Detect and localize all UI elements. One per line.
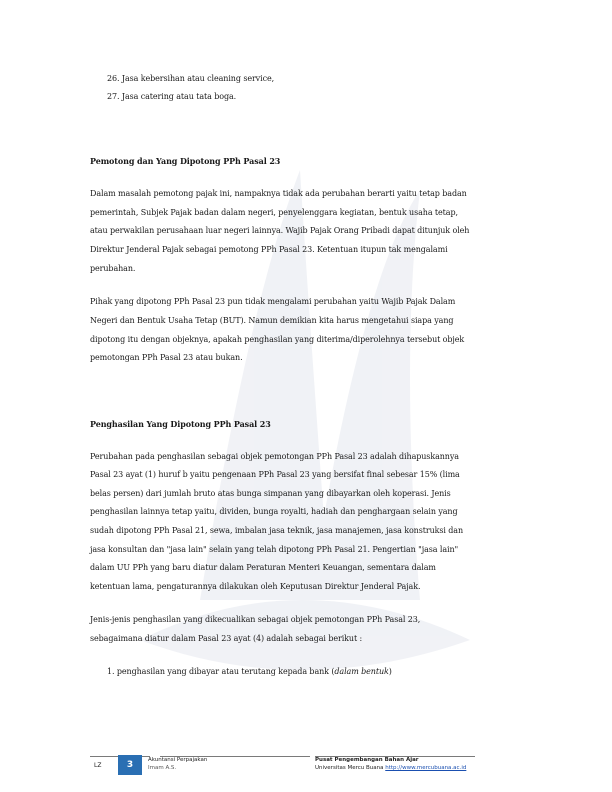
- exception-list-item-1: [107, 667, 392, 677]
- footer-code: LZ: [94, 762, 102, 769]
- paragraph-line: penghasilan lainnya tetap yaitu, dividen, bunga royalti, hadiah dan penghargaan selain yang: [90, 507, 458, 516]
- footer-center-line: [315, 765, 466, 772]
- paragraph-line: pemotongan PPh Pasal 23 atau bukan.: [90, 353, 243, 362]
- paragraph-line: jasa konsultan dan "jasa lain" selain yang telah dipotong PPh Pasal 21. Pengertian "jasa lain": [90, 545, 459, 554]
- section-heading-penghasilan: Penghasilan Yang Dipotong PPh Pasal 23: [90, 419, 271, 429]
- paragraph-line: Pihak yang dipotong PPh Pasal 23 pun tidak mengalami perubahan yaitu Wajib Pajak Dalam: [90, 297, 456, 306]
- footer-course-title: Akuntansi Perpajakan: [148, 757, 208, 763]
- list-item-text: 1. penghasilan yang dibayar atau terutang kepada bank (: [107, 667, 335, 676]
- footer-website-link[interactable]: http://www.mercubuana.ac.id: [385, 765, 467, 771]
- paragraph-line: dalam UU PPh yang baru diatur dalam Peraturan Menteri Keuangan, sementara dalam: [90, 563, 436, 572]
- paragraph-line: dipotong itu dengan objeknya, apakah penghasilan yang diterima/diperolehnya tersebut objek: [90, 335, 465, 344]
- paragraph-line: belas persen) dari jumlah bruto atas bunga simpanan yang dibayarkan oleh koperasi. Jenis: [90, 489, 451, 498]
- paragraph-line: sebagaimana diatur dalam Pasal 23 ayat (4) adalah sebagai berikut :: [90, 634, 363, 643]
- footer-course-sub: Imam A.S.: [148, 765, 177, 771]
- page-footer: [0, 748, 612, 788]
- paragraph-line: ketentuan lama, pengaturannya dilakukan oleh Keputusan Direktur Jenderal Pajak.: [90, 582, 421, 591]
- paragraph-line: Direktur Jenderal Pajak sebagai pemotong PPh Pasal 23. Ketentuan itupun tak mengalami: [90, 245, 448, 254]
- paragraph-line: Dalam masalah pemotong pajak ini, nampaknya tidak ada perubahan berarti yaitu tetap badan: [90, 189, 467, 198]
- paragraph-line: Perubahan pada penghasilan sebagai objek pemotongan PPh Pasal 23 adalah dihapuskannya: [90, 452, 459, 461]
- section-heading-pemotong: Pemotong dan Yang Dipotong PPh Pasal 23: [90, 156, 281, 166]
- list-item-27: 27. Jasa catering atau tata boga.: [107, 92, 237, 101]
- list-item-italic: dalam bentuk: [334, 667, 389, 676]
- list-item-26: 26. Jasa kebersihan atau cleaning service,: [107, 74, 275, 83]
- paragraph-line: pemerintah, Subjek Pajak badan dalam negeri, penyelenggara kegiatan, bentuk usaha tetap,: [90, 208, 458, 217]
- footer-center-title: Pusat Pengembangan Bahan Ajar: [315, 757, 419, 763]
- paragraph-line: Negeri dan Bentuk Usaha Tetap (BUT). Namun demikian kita harus mengetahui siapa yang: [90, 316, 454, 325]
- page-number-badge: 3: [118, 755, 142, 775]
- paragraph-line: sudah dipotong PPh Pasal 21, sewa, imbalan jasa teknik, jasa manajemen, jasa konstruksi dan: [90, 526, 464, 535]
- paragraph-line: Jenis-jenis penghasilan yang dikecualikan sebagai objek pemotongan PPh Pasal 23,: [90, 615, 421, 624]
- footer-university: Universitas Mercu Buana: [315, 765, 384, 771]
- paragraph-line: Pasal 23 ayat (1) huruf b yaitu pengenaan PPh Pasal 23 yang bersifat final sebesar 15% (lima: [90, 470, 460, 479]
- paragraph-line: perubahan.: [90, 264, 136, 273]
- paragraph-line: atau perwakilan perusahaan luar negeri lainnya. Wajib Pajak Orang Pribadi dapat ditunjuk oleh: [90, 226, 470, 235]
- list-item-suffix: ): [388, 667, 392, 676]
